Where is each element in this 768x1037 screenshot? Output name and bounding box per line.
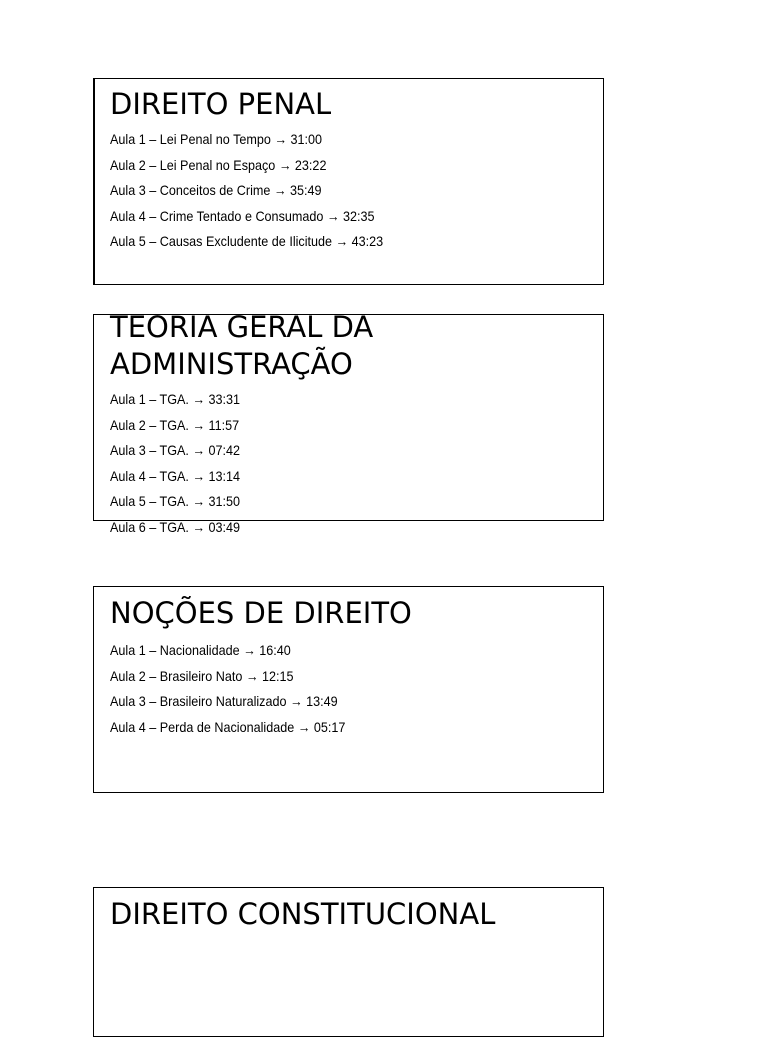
section-direito-constitucional	[93, 887, 604, 1037]
section-title-line-1: TEORIA GERAL DA	[110, 310, 374, 344]
lesson-list	[110, 638, 345, 740]
lesson-list	[110, 387, 240, 540]
lesson-item: Aula 3 – TGA. → 07:42	[110, 442, 241, 458]
lesson-item: Aula 2 – Brasileiro Nato → 12:15	[110, 667, 294, 684]
section-title: DIREITO CONSTITUCIONAL	[110, 897, 496, 931]
lesson-item: Aula 1 – Nacionalidade → 16:40	[110, 642, 291, 658]
lesson-item: Aula 3 – Brasileiro Naturalizado → 13:49	[110, 693, 338, 709]
section-teoria-geral-administracao	[93, 310, 604, 535]
lesson-item: Aula 5 – Causas Excludente de Ilicitude → 43:23	[110, 233, 384, 249]
section-direito-penal	[93, 78, 604, 285]
section-nocoes-de-direito	[93, 586, 604, 793]
lesson-item: Aula 1 – Lei Penal no Tempo → 31:00	[110, 131, 323, 147]
lesson-item: Aula 3 – Conceitos de Crime → 35:49	[110, 182, 322, 198]
lesson-item: Aula 2 – TGA. → 11:57	[110, 416, 240, 433]
lesson-item: Aula 5 – TGA. → 31:50	[110, 493, 241, 509]
lesson-item: Aula 4 – TGA. → 13:14	[110, 467, 241, 484]
lesson-item: Aula 1 – TGA. → 33:31	[110, 391, 241, 407]
lesson-item: Aula 4 – Crime Tentado e Consumado → 32:35	[110, 207, 375, 224]
section-title	[110, 309, 373, 383]
section-title: DIREITO PENAL	[110, 87, 332, 121]
lesson-item: Aula 6 – TGA. → 03:49	[110, 518, 241, 535]
section-title-line-2: ADMINISTRAÇÃO	[110, 347, 353, 381]
lesson-item: Aula 2 – Lei Penal no Espaço → 23:22	[110, 156, 327, 173]
lesson-list	[110, 127, 383, 255]
section-title: NOÇÕES DE DIREITO	[110, 596, 412, 630]
lesson-item: Aula 4 – Perda de Nacionalidade → 05:17	[110, 718, 346, 735]
